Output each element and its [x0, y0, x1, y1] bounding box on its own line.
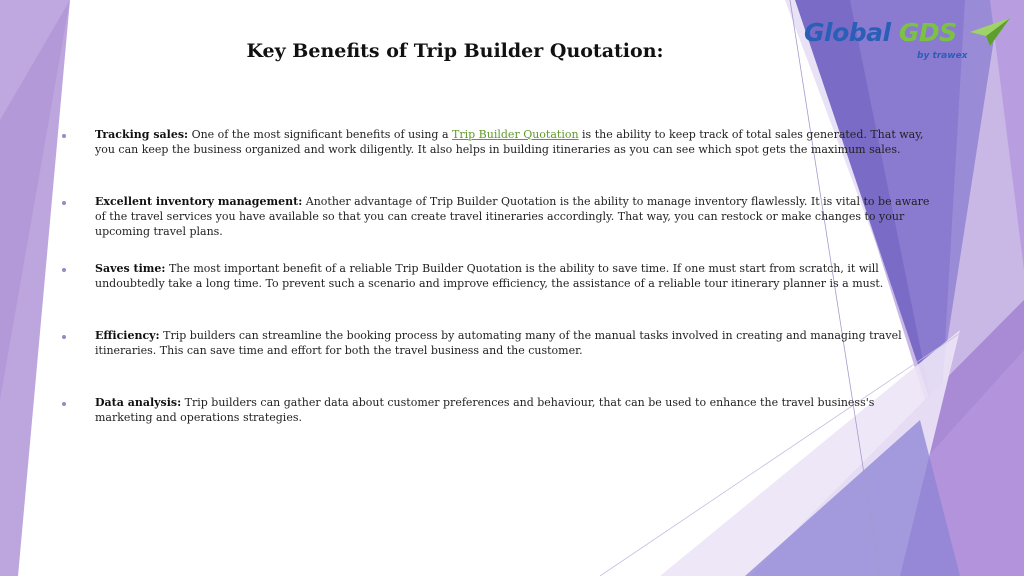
bullet-dot: [62, 402, 66, 406]
bullet-body: The most important benefit of a reliable Trip Builder Quotation is the ability to save time. If one must start from scratch, it will undoubtedly take a long time. To prevent such a scenario and improve efficiency, the assistance of a reliable tour itinerary planner is a must.: [95, 262, 884, 290]
bullet-body: Trip builders can streamline the booking process by automating many of the manual tasks involved in creating and managing travel itineraries. This can save time and effort for both the travel business and the customer.: [95, 329, 902, 357]
bullet-text: [95, 194, 932, 239]
bullet-inventory-management: [62, 194, 932, 239]
logo-word-global: Global: [804, 18, 899, 47]
bullet-body: Another advantage of Trip Builder Quotation is the ability to manage inventory flawlessly. It is vital to be aware of the travel services you have available so that you can create travel itineraries accordingly. That way, you can restock or make changes to your upcoming travel plans.: [95, 195, 930, 238]
bullet-body: One of the most significant benefits of using a: [188, 128, 453, 141]
bullet-heading: Data analysis:: [95, 396, 182, 409]
bullet-efficiency: [62, 328, 932, 358]
bullet-dot: [62, 268, 66, 272]
logo-wordmark: [804, 18, 957, 47]
trip-builder-quotation-link[interactable]: Trip Builder Quotation: [452, 128, 579, 141]
bullet-dot: [62, 201, 66, 205]
logo-subtitle: by trawex: [917, 51, 968, 61]
bullet-text: [95, 261, 932, 291]
bullet-body: Trip builders can gather data about customer preferences and behaviour, that can be used to enhance the travel business's marketing and operations strategies.: [95, 396, 875, 424]
bullet-tracking-sales: [62, 127, 932, 157]
bullet-data-analysis: [62, 395, 932, 425]
bullet-body-cont: is the ability to keep track of total sales generated. That way, you can keep the business organized and work diligently. It also helps in building itineraries as you can see which spot gets the maximum sales.: [95, 128, 924, 156]
paper-plane-icon: [968, 16, 1012, 48]
bullet-heading: Efficiency:: [95, 329, 160, 342]
bullet-dot: [62, 134, 66, 138]
page-title: Key Benefits of Trip Builder Quotation:: [246, 40, 664, 62]
bullet-heading: Saves time:: [95, 262, 166, 275]
bullet-heading: Tracking sales:: [95, 128, 189, 141]
bullet-saves-time: [62, 261, 932, 291]
bullet-text: [95, 328, 932, 358]
bullet-dot: [62, 335, 66, 339]
logo-word-gds: GDS: [898, 18, 957, 47]
bullet-heading: Excellent inventory management:: [95, 195, 303, 208]
bullet-text: [95, 127, 932, 157]
bullet-text: [95, 395, 932, 425]
global-gds-logo: [804, 16, 1014, 66]
